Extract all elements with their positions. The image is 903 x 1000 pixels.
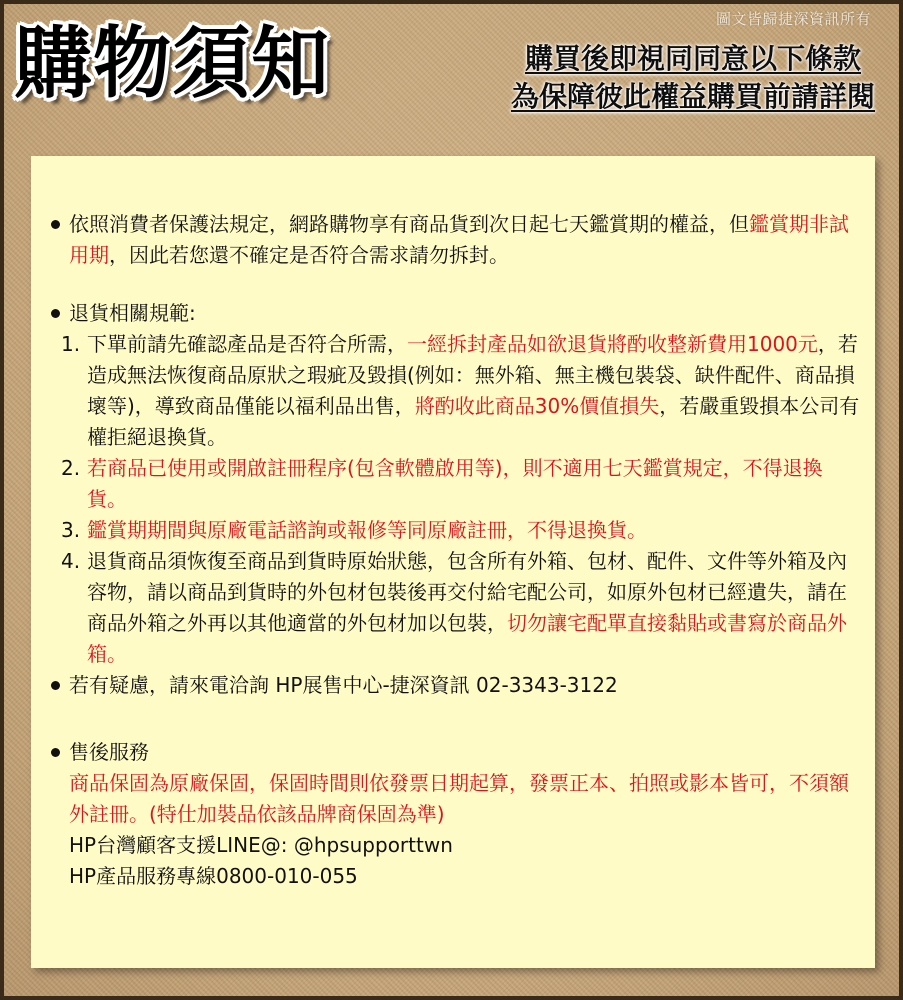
notice-panel (31, 156, 875, 968)
appraisal-period-item (49, 209, 861, 271)
return-rule-1: 下單前請先確認產品是否符合所需，一經拆封產品如欲退貨將酌收整新費用1000元，若造成無法恢復商品原狀之瑕疵及毀損(例如：無外箱、無主機包裝袋、缺件配件、商品損壞等)，導致商品僅能以福利品出售，將酌收此商品30%價值損失，若嚴重毀損本公司有權拒絕退換貨。 (87, 332, 860, 449)
restocking-fee-warning: 一經拆封產品如欲退貨將酌收整新費用1000元 (407, 332, 818, 356)
subtitle-line-1: 購買後即視同同意以下條款 (524, 42, 861, 75)
return-rule-3: 鑑賞期期間與原廠電話諮詢或報修等同原廠註冊，不得退換貨。 (87, 518, 647, 542)
service-hotline: HP產品服務專線0800-010-055 (69, 864, 358, 888)
value-loss-warning: 將酌收此商品30%價值損失 (414, 394, 660, 418)
subtitle-line-2: 為保障彼此權益購買前請詳閱 (510, 80, 875, 113)
return-rule-2: 若商品已使用或開啟註冊程序(包含軟體啟用等)，則不適用七天鑑賞規定，不得退換貨。 (87, 456, 823, 511)
line-support: HP台灣顧客支援LINE@: @hpsupporttwn (69, 833, 453, 857)
shipping-label-warning: 切勿讓宅配單直接黏貼或書寫於商品外箱。 (87, 611, 847, 666)
copyright-watermark: 圖文皆歸捷深資訊所有 (715, 10, 871, 28)
appraisal-text: 依照消費者保護法規定，網路購物享有商品貨到次日起七天鑑賞期的權益，但 (69, 212, 749, 236)
return-rule-4: 退貨商品須恢復至商品到貨時原始狀態，包含所有外箱、包材、配件、文件等外箱及內容物，請以商品到貨時的外包材包裝後再交付給宅配公司，如原外包材已經遺失，請在商品外箱之外再以其他適當的外包材加以包裝，切勿讓宅配單直接黏貼或書寫於商品外箱。 (87, 549, 847, 666)
returns-heading: 退貨相關規範: (49, 298, 861, 329)
returns-rules-list (49, 329, 861, 670)
appraisal-warning: 鑑賞期非試用期 (69, 212, 849, 267)
subtitle (511, 40, 875, 116)
contact-item: 若有疑慮，請來電洽詢 HP展售中心-捷深資訊 02-3343-3122 (49, 670, 861, 701)
appraisal-text-end: ，因此若您還不確定是否符合需求請勿拆封。 (109, 243, 509, 267)
after-sales-heading: 售後服務 (49, 737, 861, 768)
warranty-note: 商品保固為原廠保固，保固時間則依發票日期起算，發票正本、拍照或影本皆可，不須額外註冊。(特仕加裝品依該品牌商保固為準) (69, 771, 849, 826)
page-title: 購物須知 (14, 19, 331, 109)
